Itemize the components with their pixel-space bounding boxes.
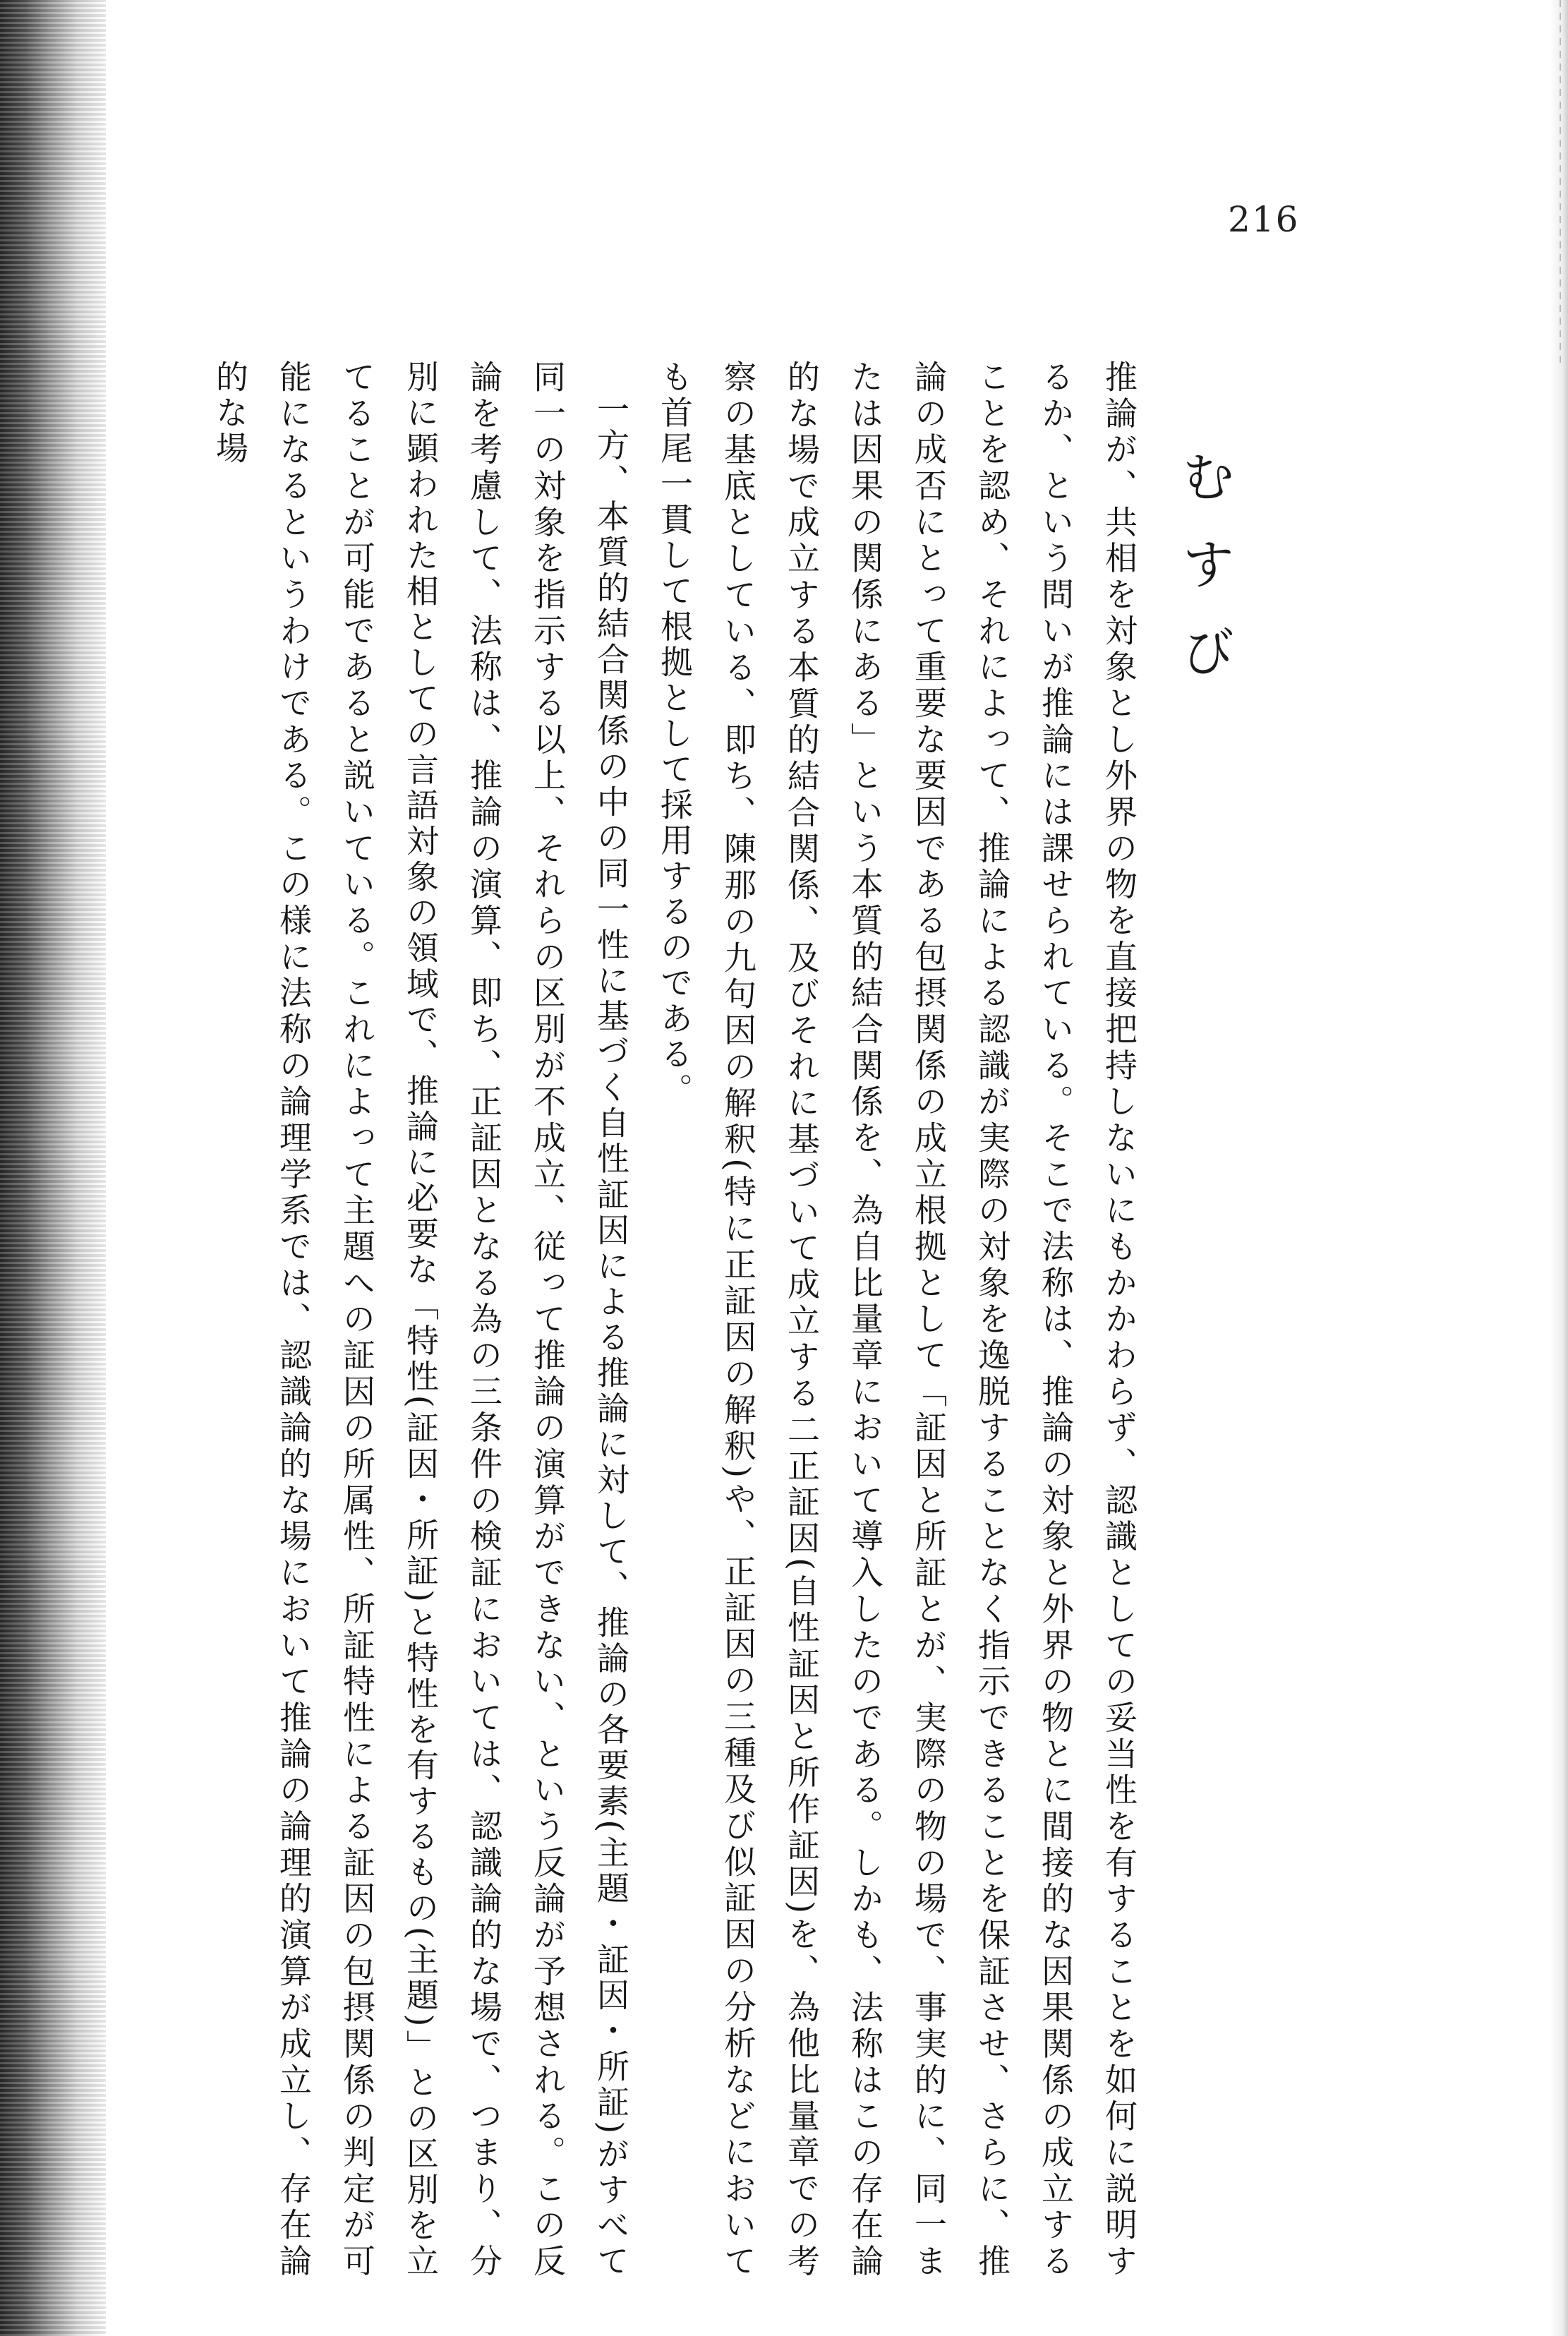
binding-shadow <box>0 0 106 2336</box>
page-edge-mark <box>1560 0 1561 367</box>
page-number: 216 <box>1228 199 1300 240</box>
body-text <box>107 360 1151 2280</box>
section-heading: むすび <box>1173 449 1236 711</box>
page-edge <box>1550 0 1568 2336</box>
paragraph: 推論が、共相を対象とし外界の物を直接把持しないにもかかわらず、認識としての妥当性を有することを如何に説明するか、という問いが推論には課せられている。そこで法称は、推論の対象と外界の物とに間接的な因果関係の成立することを認め、それによって、推論による認識が実際の対象を逸脱することなく指示できることを保証させ、さらに、推論の成否にとって重要な要因である包摂関係の成立根拠として「証因と所証とが、実際の物の場で、事実的に、同一または因果の関係にある」という本質的結合関係を、為自比量章において導入したのである。しかも、法称はこの存在論的な場で成立する本質的結合関係、及びそれに基づいて成立する二正証因(自性証因と所作証因)を、為他比量章での考察の基底としている、即ち、陳那の九句因の解釈(特に正証因の解釈)や、正証因の三種及び似証因の分析などにおいても首尾一貫して根拠として採用するのである。 <box>656 360 1138 2280</box>
paragraph: 一方、本質的結合関係の中の同一性に基づく自性証因による推論に対して、推論の各要素(主題・証因・所証)がすべて同一の対象を指示する以上、それらの区別が不成立、従って推論の演算ができない、という反論が予想される。この反論を考慮して、法称は、推論の演算、即ち、正証因となる為の三条件の検証においては、認識論的な場で、つまり、分別に顕われた相としての言語対象の領域で、推論に必要な「特性(証因・所証)と特性を有するもの(主題)」との区別を立てることが可能であると説いている。これによって主題への証因の所属性、所証特性による証因の包摂関係の判定が可能になるというわけである。この様に法称の論理学系では、認識論的な場において推論の論理的演算が成立し、存在論的な場 <box>211 360 630 2280</box>
